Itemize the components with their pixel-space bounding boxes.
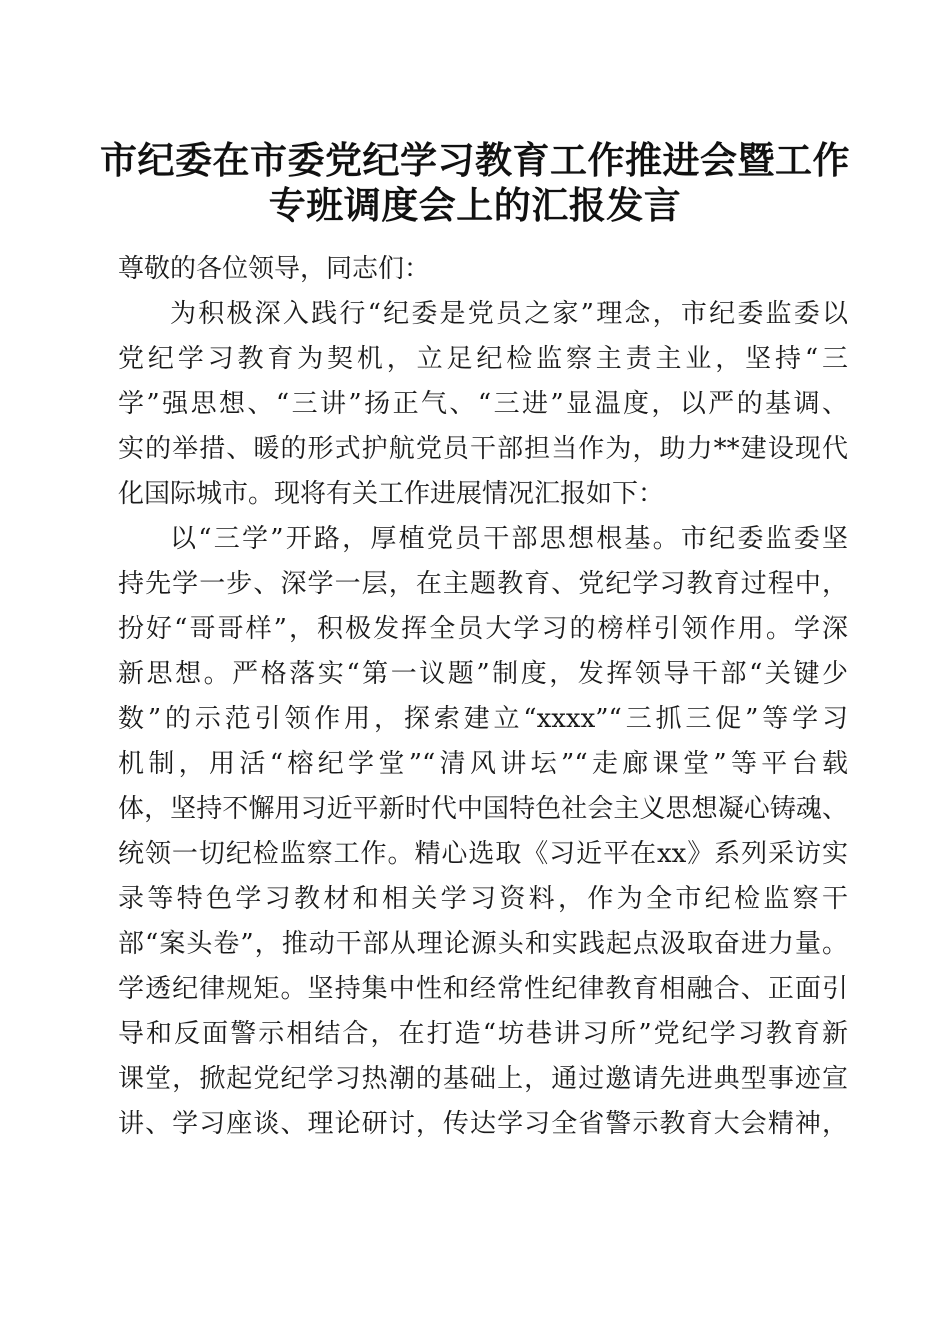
document-title-line-2: 专班调度会上的汇报发言: [268, 183, 682, 227]
paragraph-line: 录等特色学习教材和相关学习资料，作为全市纪检监察干: [118, 884, 848, 914]
paragraph-line: 统领一切纪检监察工作。精心选取《习近平在xx》系列采访实: [118, 839, 848, 869]
paragraph-line: 课堂，掀起党纪学习热潮的基础上，通过邀请先进典型事迹宣: [118, 1064, 848, 1094]
paragraph-line: 实的举措、暖的形式护航党员干部担当作为，助力**建设现代: [118, 434, 848, 464]
paragraph-line: 学”强思想、“三讲”扬正气、“三进”显温度，以严的基调、: [118, 389, 848, 419]
paragraph-line: 新思想。严格落实“第一议题”制度，发挥领导干部“关键少: [118, 659, 848, 689]
paragraph-line: 数”的示范引领作用，探索建立“xxxx”“三抓三促”等学习: [118, 704, 848, 734]
paragraph-line: 导和反面警示相结合，在打造“坊巷讲习所”党纪学习教育新: [118, 1019, 848, 1049]
paragraph-line: 以“三学”开路，厚植党员干部思想根基。市纪委监委坚: [170, 524, 848, 554]
paragraph-line: 化国际城市。现将有关工作进展情况汇报如下：: [118, 479, 665, 509]
paragraph-line: 党纪学习教育为契机，立足纪检监察主责主业，坚持“三: [118, 344, 848, 374]
paragraph-line: 讲、学习座谈、理论研讨，传达学习全省警示教育大会精神，: [118, 1109, 848, 1139]
salutation: 尊敬的各位领导，同志们：: [118, 254, 431, 284]
paragraph-line: 体，坚持不懈用习近平新时代中国特色社会主义思想凝心铸魂、: [118, 794, 848, 824]
paragraph-line: 部“案头卷”，推动干部从理论源头和实践起点汲取奋进力量。: [118, 929, 848, 959]
paragraph-line: 学透纪律规矩。坚持集中性和经常性纪律教育相融合、正面引: [118, 974, 848, 1004]
paragraph-line: 机制，用活“榕纪学堂”“清风讲坛”“走廊课堂”等平台载: [118, 749, 848, 779]
document-title-line-1: 市纪委在市委党纪学习教育工作推进会暨工作: [100, 138, 850, 182]
paragraph-line: 持先学一步、深学一层，在主题教育、党纪学习教育过程中，: [118, 569, 848, 599]
paragraph-line: 扮好“哥哥样”，积极发挥全员大学习的榜样引领作用。学深: [118, 614, 848, 644]
document-body: [118, 247, 848, 1147]
paragraph-line: 为积极深入践行“纪委是党员之家”理念，市纪委监委以: [170, 299, 848, 329]
